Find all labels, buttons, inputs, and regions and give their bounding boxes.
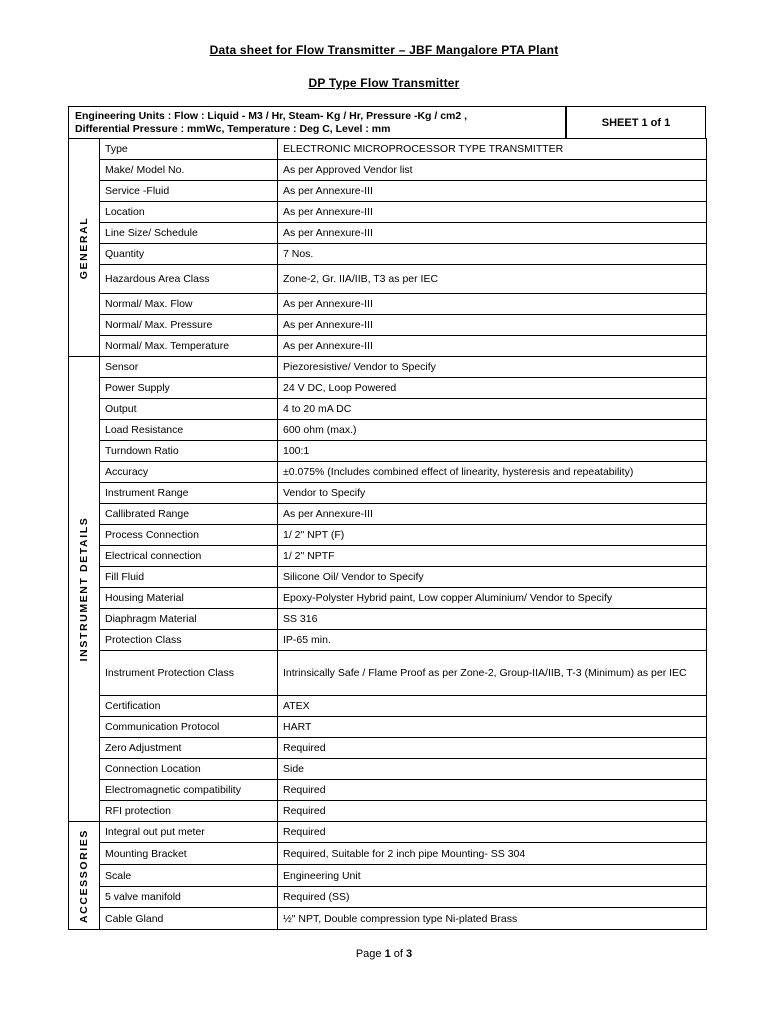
footer-total-pages: 3 xyxy=(406,948,413,960)
row-label: Output xyxy=(100,399,278,420)
row-label: Make/ Model No. xyxy=(100,160,278,181)
row-value: Required xyxy=(278,822,707,843)
table-row xyxy=(69,567,707,588)
table-row xyxy=(69,843,707,865)
table-row xyxy=(69,609,707,630)
row-value: Epoxy-Polyster Hybrid paint, Low copper Aluminium/ Vendor to Specify xyxy=(278,588,707,609)
row-value: 1/ 2" NPTF xyxy=(278,546,707,567)
row-label: Electrical connection xyxy=(100,546,278,567)
row-value: As per Annexure-III xyxy=(278,181,707,202)
row-value: Piezoresistive/ Vendor to Specify xyxy=(278,357,707,378)
row-value: 100:1 xyxy=(278,441,707,462)
row-label: Mounting Bracket xyxy=(100,843,278,865)
footer-of: of xyxy=(390,948,407,960)
table-row xyxy=(69,887,707,908)
table-row xyxy=(69,399,707,420)
table-row xyxy=(69,908,707,930)
row-value: As per Annexure-III xyxy=(278,315,707,336)
footer-prefix: Page xyxy=(355,948,385,960)
row-label: Location xyxy=(100,202,278,223)
row-label: Load Resistance xyxy=(100,420,278,441)
table-row xyxy=(69,181,707,202)
section-general-label: GENERAL xyxy=(78,216,90,279)
row-value: ATEX xyxy=(278,696,707,717)
table-row xyxy=(69,265,707,294)
table-row xyxy=(69,738,707,759)
row-value: Side xyxy=(278,759,707,780)
row-label: Fill Fluid xyxy=(100,567,278,588)
row-value: Vendor to Specify xyxy=(278,483,707,504)
row-label: Callibrated Range xyxy=(100,504,278,525)
table-row xyxy=(69,244,707,265)
units-line-2: Differential Pressure : mmWc, Temperature : Deg C, Level : mm xyxy=(75,123,391,135)
row-label: Scale xyxy=(100,865,278,887)
table-row xyxy=(69,717,707,738)
row-value: SS 316 xyxy=(278,609,707,630)
row-label: Accuracy xyxy=(100,462,278,483)
row-label: RFI protection xyxy=(100,801,278,822)
table-row xyxy=(69,336,707,357)
row-label: Protection Class xyxy=(100,630,278,651)
row-value: As per Annexure-III xyxy=(278,294,707,315)
row-value: 7 Nos. xyxy=(278,244,707,265)
row-label: Turndown Ratio xyxy=(100,441,278,462)
table-row xyxy=(69,462,707,483)
row-label: 5 valve manifold xyxy=(100,887,278,908)
row-label: Normal/ Max. Pressure xyxy=(100,315,278,336)
row-value: ±0.075% (Includes combined effect of linearity, hysteresis and repeatability) xyxy=(278,462,707,483)
table-row xyxy=(69,822,707,843)
row-value: Required (SS) xyxy=(278,887,707,908)
row-value: As per Annexure-III xyxy=(278,336,707,357)
row-label: Zero Adjustment xyxy=(100,738,278,759)
table-row xyxy=(69,546,707,567)
row-value: IP-65 min. xyxy=(278,630,707,651)
row-value: Zone-2, Gr. IIA/IIB, T3 as per IEC xyxy=(278,265,707,294)
row-label: Normal/ Max. Temperature xyxy=(100,336,278,357)
table-row xyxy=(69,504,707,525)
row-label: Connection Location xyxy=(100,759,278,780)
table-row xyxy=(69,780,707,801)
table-row xyxy=(69,160,707,181)
row-value: 4 to 20 mA DC xyxy=(278,399,707,420)
row-value: Required xyxy=(278,801,707,822)
row-value: Required xyxy=(278,738,707,759)
row-value: HART xyxy=(278,717,707,738)
table-row xyxy=(69,223,707,244)
row-label: Diaphragm Material xyxy=(100,609,278,630)
table-row xyxy=(69,696,707,717)
row-value: As per Annexure-III xyxy=(278,504,707,525)
row-label: Normal/ Max. Flow xyxy=(100,294,278,315)
section-accessories-label: ACCESSORIES xyxy=(78,828,90,923)
row-value: As per Annexure-III xyxy=(278,202,707,223)
datasheet-table xyxy=(68,138,707,930)
row-label: Hazardous Area Class xyxy=(100,265,278,294)
row-label: Quantity xyxy=(100,244,278,265)
page-footer xyxy=(0,948,768,960)
row-label: Communication Protocol xyxy=(100,717,278,738)
row-value: Silicone Oil/ Vendor to Specify xyxy=(278,567,707,588)
table-row xyxy=(69,525,707,546)
document-subtitle: DP Type Flow Transmitter xyxy=(308,76,460,90)
row-label: Line Size/ Schedule xyxy=(100,223,278,244)
row-label: Service -Fluid xyxy=(100,181,278,202)
section-instrument-details xyxy=(69,357,100,822)
row-label: Certification xyxy=(100,696,278,717)
row-value: As per Approved Vendor list xyxy=(278,160,707,181)
engineering-units xyxy=(69,107,567,138)
row-label: Housing Material xyxy=(100,588,278,609)
table-row xyxy=(69,139,707,160)
section-accessories xyxy=(69,822,100,930)
units-header xyxy=(68,106,706,138)
row-value: Required, Suitable for 2 inch pipe Mounting- SS 304 xyxy=(278,843,707,865)
row-value: ELECTRONIC MICROPROCESSOR TYPE TRANSMITTER xyxy=(278,139,707,160)
section-instrument-details-label: INSTRUMENT DETAILS xyxy=(78,516,90,662)
table-row xyxy=(69,759,707,780)
row-value: 24 V DC, Loop Powered xyxy=(278,378,707,399)
row-label: Cable Gland xyxy=(100,908,278,930)
table-row xyxy=(69,801,707,822)
row-label: Type xyxy=(100,139,278,160)
table-row xyxy=(69,441,707,462)
row-label: Instrument Range xyxy=(100,483,278,504)
units-line-1: Engineering Units : Flow : Liquid - M3 / Hr, Steam- Kg / Hr, Pressure -Kg / cm2 , xyxy=(75,110,468,122)
row-value: 1/ 2" NPT (F) xyxy=(278,525,707,546)
row-value: Engineering Unit xyxy=(278,865,707,887)
footer-current-page: 1 xyxy=(384,948,391,960)
section-general xyxy=(69,139,100,357)
table-row xyxy=(69,294,707,315)
table-row xyxy=(69,865,707,887)
document-title: Data sheet for Flow Transmitter – JBF Mangalore PTA Plant xyxy=(209,43,559,57)
row-label: Sensor xyxy=(100,357,278,378)
row-value: As per Annexure-III xyxy=(278,223,707,244)
table-row xyxy=(69,651,707,696)
table-row xyxy=(69,483,707,504)
table-row xyxy=(69,630,707,651)
table-row xyxy=(69,588,707,609)
row-label: Instrument Protection Class xyxy=(100,651,278,696)
row-label: Process Connection xyxy=(100,525,278,546)
table-row xyxy=(69,378,707,399)
row-value: Required xyxy=(278,780,707,801)
row-label: Electromagnetic compatibility xyxy=(100,780,278,801)
row-label: Integral out put meter xyxy=(100,822,278,843)
table-row xyxy=(69,357,707,378)
row-value: Intrinsically Safe / Flame Proof as per Zone-2, Group-IIA/IIB, T-3 (Minimum) as per IEC xyxy=(278,651,707,696)
table-row xyxy=(69,315,707,336)
row-value: ½" NPT, Double compression type Ni-plated Brass xyxy=(278,908,707,930)
row-label: Power Supply xyxy=(100,378,278,399)
table-row xyxy=(69,420,707,441)
sheet-number: SHEET 1 of 1 xyxy=(601,116,671,129)
table-row xyxy=(69,202,707,223)
row-value: 600 ohm (max.) xyxy=(278,420,707,441)
